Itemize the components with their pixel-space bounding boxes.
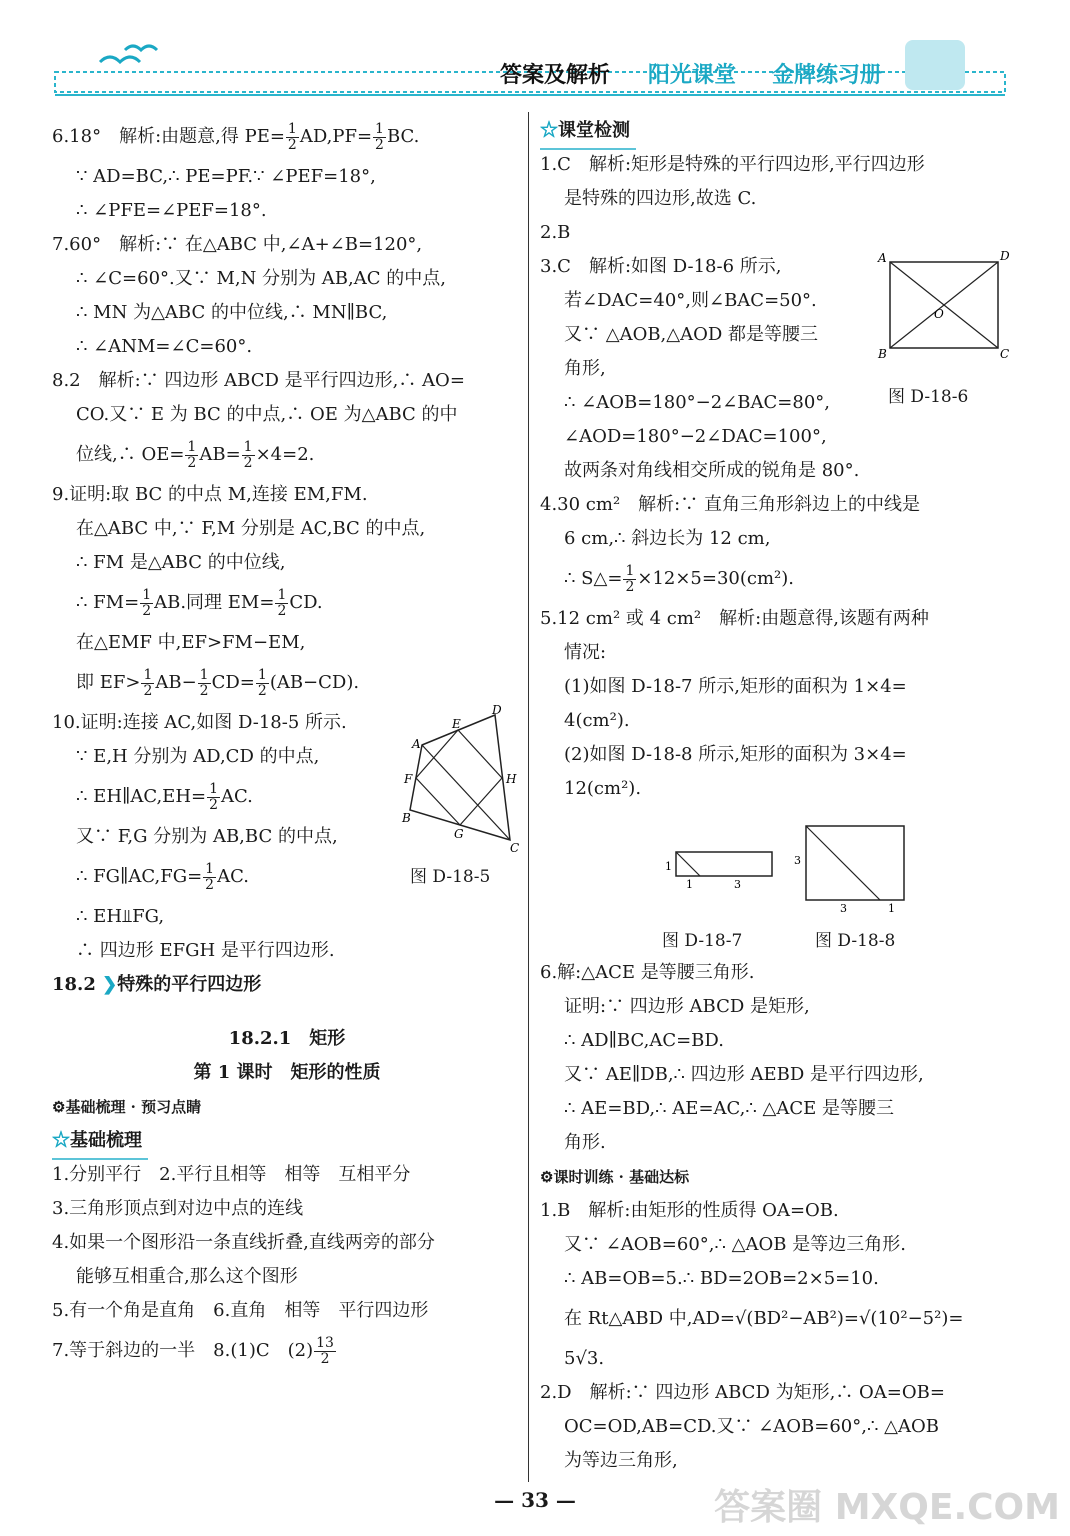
bird-icon: [100, 57, 140, 62]
page-header: [0, 0, 1070, 110]
q10-line7: ∴ 四边形 EFGH 是平行四边形.: [76, 940, 335, 961]
q8-line3: 位线,∴ OE= $\frac{1}{2}$ AB= $\frac{1}{2}$ ×4=2.: [76, 438, 315, 471]
t1-line2: 又∵ ∠AOB=60°,∴ △AOB 是等边三角形.: [564, 1234, 906, 1255]
q6-line1: [52, 114, 522, 160]
fraction-half: $\frac{1}{2}$: [209, 780, 219, 813]
label-3-bottom: 3: [840, 902, 847, 915]
star-icon: ☆: [540, 120, 558, 141]
r5-line4: 4(cm²).: [564, 710, 630, 731]
figure-d-18-6: [874, 248, 1014, 360]
q6-text-c: BC.: [386, 126, 420, 147]
r3-line6: ∠AOD=180°−2∠DAC=100°,: [564, 426, 827, 447]
fraction-13-2: $\frac{13}{2}$: [316, 1334, 334, 1367]
t2-line1: 2.D 解析:∵ 四边形 ABCD 为矩形,∴ OA=OB=: [540, 1382, 945, 1403]
diagonal-ac: [422, 745, 510, 840]
tag-classroom-check: ☆课堂检测: [540, 114, 1010, 148]
section-18-2-1: 18.2.1 矩形: [228, 1028, 346, 1049]
fraction-half: $\frac{1}{2}$: [277, 586, 287, 619]
label-1-bottom: 1: [686, 878, 693, 891]
fraction-half: $\frac{1}{2}$: [375, 120, 384, 153]
tag-lesson-training: ⚙课时训练 · 基础达标: [540, 1168, 690, 1186]
r1-line1: 1.C 解析:矩形是特殊的平行四边形,平行四边形: [540, 154, 925, 175]
r3-line3: 又∵ △AOB,△AOD 都是等腰三: [564, 324, 819, 345]
basic-line7: 7.等于斜边的一半 8.(1)C (2) $\frac{13}{2}$: [52, 1334, 334, 1367]
diagonal-line: [806, 826, 880, 900]
r6-line3: ∴ AD∥BC,AC=BD.: [564, 1030, 724, 1051]
q9-line1: 9.证明:取 BC 的中点 M,连接 EM,FM.: [52, 484, 368, 505]
t1-line1: 1.B 解析:由矩形的性质得 OA=OB.: [540, 1200, 839, 1221]
r3-line2: 若∠DAC=40°,则∠BAC=50°.: [564, 290, 817, 311]
label-a: A: [878, 251, 887, 265]
r5-line6: 12(cm²).: [564, 778, 642, 799]
fraction-half: $\frac{1}{2}$: [287, 120, 297, 153]
label-1: 1: [888, 902, 895, 915]
figure-d-18-5: [400, 700, 525, 860]
q8-line1: 8.2 解析:∵ 四边形 ABCD 是平行四边形,∴ AO=: [52, 370, 465, 391]
r6-line1: 6.解:△ACE 是等腰三角形.: [540, 962, 755, 983]
label-b: B: [878, 347, 887, 360]
page-number: — 33 —: [494, 1488, 576, 1512]
r6-line2: 证明:∵ 四边形 ABCD 是矩形,: [564, 996, 810, 1017]
label-o: O: [934, 307, 944, 321]
r5-line3: (1)如图 D-18-7 所示,矩形的面积为 1×4=: [564, 676, 907, 697]
quad-efgh: [416, 730, 502, 825]
figure-d-18-7: [660, 846, 780, 896]
fraction-half: $\frac{1}{2}$: [143, 666, 153, 699]
figure-caption-d-18-8: 图 D-18-8: [815, 931, 896, 951]
chevron-right-icon: ❯: [102, 974, 118, 995]
q10-line5: ∴ FG∥AC,FG= $\frac{1}{2}$ AC.: [76, 860, 249, 893]
label-f: F: [404, 772, 413, 786]
q9-line4: ∴ FM= $\frac{1}{2}$ AB.同理 EM= $\frac{1}{2}$ CD.: [76, 586, 323, 619]
fraction-half: $\frac{1}{2}$: [199, 666, 209, 699]
q10-line3: ∴ EH∥AC,EH= $\frac{1}{2}$ AC.: [76, 780, 253, 813]
r3-line7: 故两条对角线相交所成的锐角是 80°.: [564, 460, 860, 481]
t2-line3: 为等边三角形,: [564, 1450, 678, 1471]
quad-abcd: [410, 715, 510, 840]
r5-line5: (2)如图 D-18-8 所示,矩形的面积为 3×4=: [564, 744, 907, 765]
rectangle-3x4: [806, 826, 904, 900]
r3-line1: 3.C 解析:如图 D-18-6 所示,: [540, 256, 782, 277]
q7-line1: 7.60° 解析:∵ 在△ABC 中,∠A+∠B=120°,: [52, 234, 423, 255]
q7-line2: ∴ ∠C=60°.又∵ M,N 分别为 AB,AC 的中点,: [76, 268, 446, 289]
q6-text-a: 6.18° 解析:由题意,得 PE=: [52, 126, 285, 147]
castle-icon: [905, 40, 965, 90]
label-b: B: [402, 811, 411, 825]
label-c: C: [510, 841, 520, 855]
q9-line3: ∴ FM 是△ABC 的中位线,: [76, 552, 286, 573]
q6-line3: ∴ ∠PFE=∠PEF=18°.: [76, 200, 267, 221]
fraction-half: $\frac{1}{2}$: [243, 438, 253, 471]
fraction-half: $\frac{1}{2}$: [257, 666, 267, 699]
star-icon: ☆: [52, 1130, 70, 1151]
label-1: 1: [665, 860, 672, 873]
q10-line4: 又∵ F,G 分别为 AB,BC 的中点,: [76, 826, 338, 847]
t1-line3: ∴ AB=OB=5.∴ BD=2OB=2×5=10.: [564, 1268, 879, 1289]
r4-line1: 4.30 cm² 解析:∵ 直角三角形斜边上的中线是: [540, 494, 920, 515]
column-divider: [528, 112, 529, 1482]
fraction-half: $\frac{1}{2}$: [205, 860, 215, 893]
r3-line4: 角形,: [564, 358, 606, 379]
label-d: D: [1000, 249, 1010, 263]
figure-d-18-8: [790, 820, 910, 916]
fraction-half: $\frac{1}{2}$: [625, 562, 635, 595]
figure-caption-d-18-7: 图 D-18-7: [662, 931, 743, 951]
r5-line2: 情况:: [564, 642, 607, 663]
q6-line2: ∵ AD=BC,∴ PE=PF.∵ ∠PEF=18°,: [76, 166, 376, 187]
header-title-book: 金牌练习册: [772, 62, 883, 88]
t1-line4: 在 Rt△ABD 中,AD=√(BD²−AB²)=√(10²−5²)=: [564, 1308, 964, 1329]
lesson-title: 第 1 课时 矩形的性质: [193, 1062, 381, 1083]
q9-line6: 即 EF> $\frac{1}{2}$ AB− $\frac{1}{2}$ CD= $\frac{1}{2}$ (AB−CD).: [76, 666, 360, 699]
t1-line5: 5√3.: [564, 1348, 605, 1369]
label-h: H: [506, 772, 517, 786]
label-d: D: [492, 703, 502, 717]
fraction-half: $\frac{1}{2}$: [142, 586, 152, 619]
gear-icon: ⚙: [52, 1098, 66, 1116]
section-18-2: 18.2 ❯特殊的平行四边形: [52, 974, 262, 995]
label-c: C: [1000, 347, 1010, 360]
figure-caption-d-18-5: 图 D-18-5: [410, 867, 491, 887]
label-a: A: [412, 737, 421, 751]
rectangle-1x4: [676, 852, 772, 876]
r5-line1: 5.12 cm² 或 4 cm² 解析:由题意得,该题有两种: [540, 608, 929, 629]
tag-basic: ☆基础梳理: [52, 1124, 522, 1158]
q9-line5: 在△EMF 中,EF>FM−EM,: [76, 632, 306, 653]
r6-line5: ∴ AE=BD,∴ AE=AC,∴ △ACE 是等腰三: [564, 1098, 895, 1119]
r2-line: 2.B: [540, 222, 571, 243]
label-e: E: [452, 717, 461, 731]
basic-line4b: 能够互相重合,那么这个图形: [76, 1266, 298, 1287]
q8-line2: CO.又∵ E 为 BC 的中点,∴ OE 为△ABC 的中: [76, 404, 458, 425]
figure-caption-d-18-6: 图 D-18-6: [888, 387, 969, 407]
label-3-side: 3: [794, 854, 801, 867]
header-title-series: 阳光课堂: [648, 62, 737, 88]
q10-line6: ∴ EH⫫FG,: [76, 906, 165, 927]
r6-line6: 角形.: [564, 1132, 606, 1153]
basic-line4a: 4.如果一个图形沿一条直线折叠,直线两旁的部分: [52, 1232, 435, 1253]
q9-line2: 在△ABC 中,∵ F,M 分别是 AC,BC 的中点,: [76, 518, 426, 539]
q10-line1: 10.证明:连接 AC,如图 D-18-5 所示.: [52, 712, 347, 733]
r1-line2: 是特殊的四边形,故选 C.: [564, 188, 757, 209]
basic-line1: 1.分别平行 2.平行且相等 相等 互相平分: [52, 1164, 411, 1185]
header-title-answers: 答案及解析: [500, 62, 611, 88]
q7-line4: ∴ ∠ANM=∠C=60°.: [76, 336, 253, 357]
q6-text-b: AD,PF=: [299, 126, 373, 147]
watermark-logo: 答案圈 MXQE.COM: [714, 1487, 1060, 1528]
label-g: G: [454, 827, 464, 841]
basic-line3: 3.三角形顶点到对边中点的连线: [52, 1198, 304, 1219]
q10-line2: ∵ E,H 分别为 AD,CD 的中点,: [76, 746, 320, 767]
q7-line3: ∴ MN 为△ABC 的中位线,∴ MN∥BC,: [76, 302, 388, 323]
label-3: 3: [734, 878, 741, 891]
r3-line5: ∴ ∠AOB=180°−2∠BAC=80°,: [564, 392, 831, 413]
gear-icon: ⚙: [540, 1168, 554, 1186]
r4-line3: ∴ S△= $\frac{1}{2}$ ×12×5=30(cm²).: [564, 562, 794, 595]
t2-line2: OC=OD,AB=CD.又∵ ∠AOB=60°,∴ △AOB: [564, 1416, 939, 1437]
diagonal-line: [676, 852, 700, 876]
fraction-half: $\frac{1}{2}$: [187, 438, 197, 471]
bird-icon-2: [125, 46, 157, 50]
r6-line4: 又∵ AE∥DB,∴ 四边形 AEBD 是平行四边形,: [564, 1064, 924, 1085]
r4-line2: 6 cm,∴ 斜边长为 12 cm,: [564, 528, 771, 549]
basic-line5: 5.有一个角是直角 6.直角 相等 平行四边形: [52, 1300, 429, 1321]
tag-basic-preview: ⚙基础梳理 · 预习点睛: [52, 1098, 202, 1116]
header-decoration: [0, 0, 1070, 110]
